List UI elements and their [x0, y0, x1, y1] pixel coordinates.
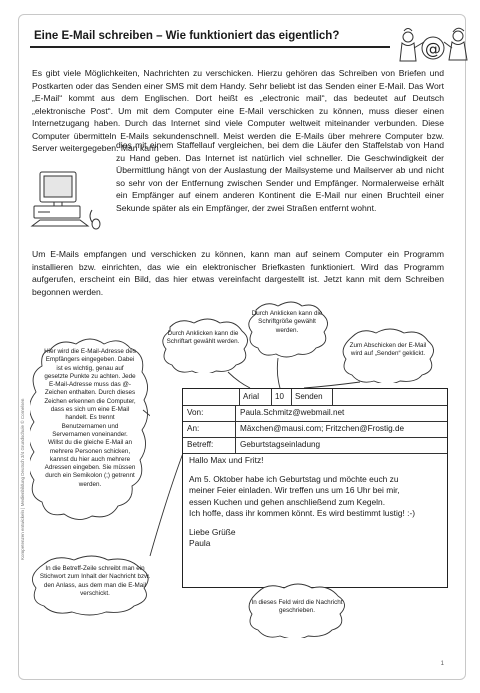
page-number: 1 — [440, 661, 444, 667]
font-select[interactable]: Arial — [239, 389, 272, 405]
email-compose-window — [182, 388, 448, 588]
body-hint-text: In dieses Feld wird die Nachricht geschrieben. — [251, 599, 343, 615]
message-body[interactable]: Hallo Max und Fritz! Am 5. Oktober habe ich Geburtstag und möchte euch zu meiner Feier einladen. Wir treffen uns um 16 Uhr bei mir, essen Kuchen und gehen anschließend zum Kegeln. Ich hoffe, dass ihr kommen könnt. Es wird bestimmt lustig! :-) Liebe Grüße Paula — [189, 455, 416, 549]
to-row — [183, 421, 447, 438]
toolbar — [183, 389, 447, 406]
from-label: Von: — [187, 408, 204, 417]
subject-hint-text: In die Betreff-Zeile schreibt man ein Stichwort zum Inhalt der Nachricht bzw. den Anlass, aus dem man die E-Mail verschickt. — [39, 565, 151, 597]
to-label: An: — [187, 424, 200, 433]
subject-label: Betreff: — [187, 440, 214, 449]
from-field[interactable]: Paula.Schmitz@webmail.net — [235, 405, 447, 421]
send-button[interactable]: Senden — [291, 389, 333, 405]
relay-paragraph: dies mit einem Staffellauf vergleichen, bei dem die Läufer den Staffelstab von Hand zu Hand geben. Das Internet ist natürlich viel schneller. Die Geschwindigkeit der Übermittlung hängt von der Auslastung der Mailsysteme und Mailserver ab und nicht so sehr von der Entfernung zwischen Sender und Empfänger. Normalerweise erhält ein Empfänger auf einem anderen Kontinent die E-Mail nur einen Bruchteil einer Sekunde später als ein Empfänger, der zwei Straßen entfernt wohnt. — [116, 140, 444, 213]
intro-paragraph: Es gibt viele Möglichkeiten, Nachrichten zu verschicken. Hierzu gehören das Schreiben von Briefen und Postkarten oder das Senden einer SMS mit dem Handy. Sehr beliebt ist das Senden einer E-Mail. Das Wort „E-Mail“ kommt aus dem Englischen. Dort heißt es „electronic mail“, das bedeutet auf Deutsch „elektronische Post“. Um mit dem Computer eine E-Mail verschicken zu können, muss dieser einen Internetzugang haben. Durch das Internet sind viele Computer weltweit miteinander verbunden. Diese Computer übermitteln E-Mails sekundenschnell. Meist werden die E-Mails über mehrere Computer bzw. Server weitergegeben. Man kann — [32, 68, 444, 153]
from-row — [183, 405, 447, 422]
subject-field[interactable]: Geburtstagseinladung — [235, 437, 447, 453]
size-hint-text: Durch Anklicken kann die Schriftgröße gewählt werden. — [251, 310, 323, 334]
to-field[interactable]: Mäxchen@mausi.com; Fritzchen@Frostig.de — [235, 421, 447, 437]
program-paragraph: Um E-Mails empfangen und verschicken zu können, kann man auf seinem Computer ein Programm installieren bzw. einrichten, das wie ein elektronischer Briefkasten funktioniert. Wird das Programm aufgerufen, erscheint ein Bild, das hier etwas vereinfacht dargestellt ist. Jetzt kann mit dem Schreiben begonnen werden. — [32, 249, 444, 297]
subject-row — [183, 437, 447, 454]
address-hint-text: Hier wird die E-Mail-Adresse des Empfängers eingegeben. Dabei ist es wichtig, genau auf gesetzte Punkte zu achten. Jede E-Mail-Adresse muss das @-Zeichen enthalten. Durch dieses Zeichen erkennen die Computer, dass es sich um eine E-Mail handelt. Es trennt Benutzernamen und Servernamen voneinander. Willst du die gleiche E-Mail an mehrere Personen schicken, kannst du hier auch mehrere Adressen eingeben. Sie müssen durch ein Semikolon (;) getrennt werden. — [44, 348, 136, 488]
font-size-select[interactable]: 10 — [271, 389, 292, 405]
at-sign-icon: @ — [425, 39, 441, 58]
font-hint-text: Durch Anklicken kann die Schriftart gewählt werden. — [166, 330, 240, 346]
copyright-note: Kompetenzen entwickeln | Medienbildung Deutsch 3/4 Grundschule © Cornelsen — [20, 398, 25, 560]
send-hint-text: Zum Abschicken der E-Mail wird auf „Senden“ geklickt. — [349, 342, 427, 358]
subject-hint-bubble — [28, 554, 162, 616]
page-title: Eine E-Mail schreiben – Wie funktioniert das eigentlich? — [34, 30, 340, 42]
body-hint-bubble — [244, 582, 350, 638]
